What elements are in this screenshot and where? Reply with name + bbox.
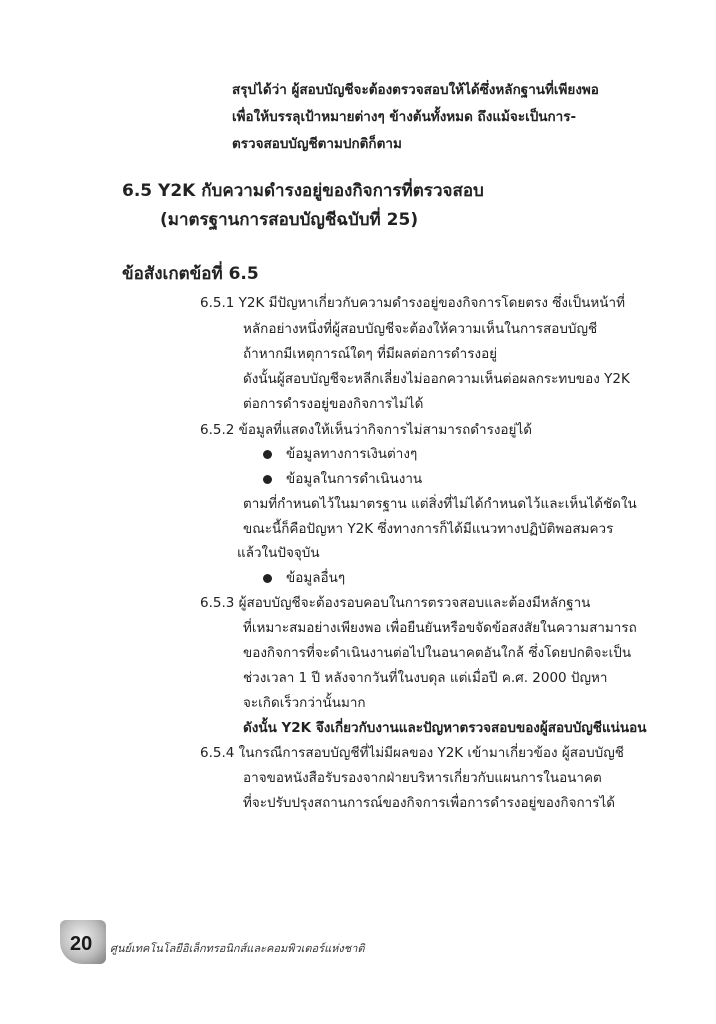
observation-heading: ข้อสังเกตข้อที่ 6.5 [122,264,259,284]
item-6-5-3-line-3: ของกิจการที่จะดำเนินงานต่อไปในอนาคตอันใกล้ ซึ่งโดยปกติจะเป็น [243,645,632,661]
item-6-5-3-line-4: ช่วงเวลา 1 ปี หลังจากวันที่ในงบดุล แต่เมื่อปี ค.ศ. 2000 ปัญหา [243,670,608,686]
bullet-item-operations: ข้อมูลในการดำเนินงาน [286,471,423,487]
item-6-5-3-line-1: 6.5.3 ผู้สอบบัญชีจะต้องรอบคอบในการตรวจสอบและต้องมีหลักฐาน [200,595,591,611]
item-6-5-1-line-5: ต่อการดำรงอยู่ของกิจการไม่ได้ [243,396,424,412]
item-6-5-2-line-1: 6.5.2 ข้อมูลที่แสดงให้เห็นว่ากิจการไม่สามารถดำรงอยู่ได้ [200,422,533,438]
item-6-5-1-line-3: ถ้าหากมีเหตุการณ์ใดๆ ที่มีผลต่อการดำรงอยู่ [243,346,498,362]
section-title-line-2: (มาตรฐานการสอบบัญชีฉบับที่ 25) [160,210,419,230]
bullet-icon [263,574,272,583]
page-number: 20 [70,933,93,955]
bullet-item-other: ข้อมูลอื่นๆ [286,570,346,586]
item-6-5-1-line-2: หลักอย่างหนึ่งที่ผู้สอบบัญชีจะต้องให้ความเห็นในการสอบบัญชี [243,321,598,337]
item-6-5-3-line-5: จะเกิดเร็วกว่านั้นมาก [243,695,366,711]
item-6-5-3-line-2: ที่เหมาะสมอย่างเพียงพอ เพื่อยืนยันหรือขจัดข้อสงสัยในความสามารถ [243,620,637,636]
intro-line-1: สรุปได้ว่า ผู้สอบบัญชีจะต้องตรวจสอบให้ได้ซึ่งหลักฐานที่เพียงพอ [232,82,599,98]
item-6-5-2-line-2: ตามที่กำหนดไว้ในมาตรฐาน แต่สิ่งที่ไม่ได้กำหนดไว้และเห็นได้ชัดใน [243,496,637,512]
item-6-5-1-line-4: ดังนั้นผู้สอบบัญชีจะหลีกเลี่ยงไม่ออกความเห็นต่อผลกระทบของ Y2K [243,371,630,387]
item-6-5-2-line-3: ขณะนี้ก็คือปัญหา Y2K ซึ่งทางการก็ได้มีแนวทางปฏิบัติพอสมควร [243,521,614,537]
item-6-5-4-line-1: 6.5.4 ในกรณีการสอบบัญชีที่ไม่มีผลของ Y2K เข้ามาเกี่ยวข้อง ผู้สอบบัญชี [200,745,624,761]
intro-line-2: เพื่อให้บรรลุเป้าหมายต่างๆ ข้างต้นทั้งหมด ถึงแม้จะเป็นการ- [232,109,577,125]
footer-organization: ศูนย์เทคโนโลยีอิเล็กทรอนิกส์และคอมพิวเตอร์แห่งชาติ [110,942,365,955]
item-6-5-4-line-3: ที่จะปรับปรุงสถานการณ์ของกิจการเพื่อการดำรงอยู่ของกิจการได้ [243,795,616,811]
item-6-5-3-conclusion: ดังนั้น Y2K จึงเกี่ยวกับงานและปัญหาตรวจสอบของผู้สอบบัญชีแน่นอน [243,720,647,736]
bullet-icon [263,475,272,484]
item-6-5-2-line-4: แล้วในปัจจุบัน [237,545,320,561]
item-6-5-4-line-2: อาจขอหนังสือรับรองจากฝ่ายบริหารเกี่ยวกับแผนการในอนาคต [243,770,602,786]
intro-line-3: ตรวจสอบบัญชีตามปกติก็ตาม [232,136,402,152]
bullet-icon [263,450,272,459]
item-6-5-1-line-1: 6.5.1 Y2K มีปัญหาเกี่ยวกับความดำรงอยู่ของกิจการโดยตรง ซึ่งเป็นหน้าที่ [200,295,626,311]
section-title-line-1: 6.5 Y2K กับความดำรงอยู่ของกิจการที่ตรวจสอบ [122,181,484,201]
bullet-item-financial: ข้อมูลทางการเงินต่างๆ [286,446,418,462]
